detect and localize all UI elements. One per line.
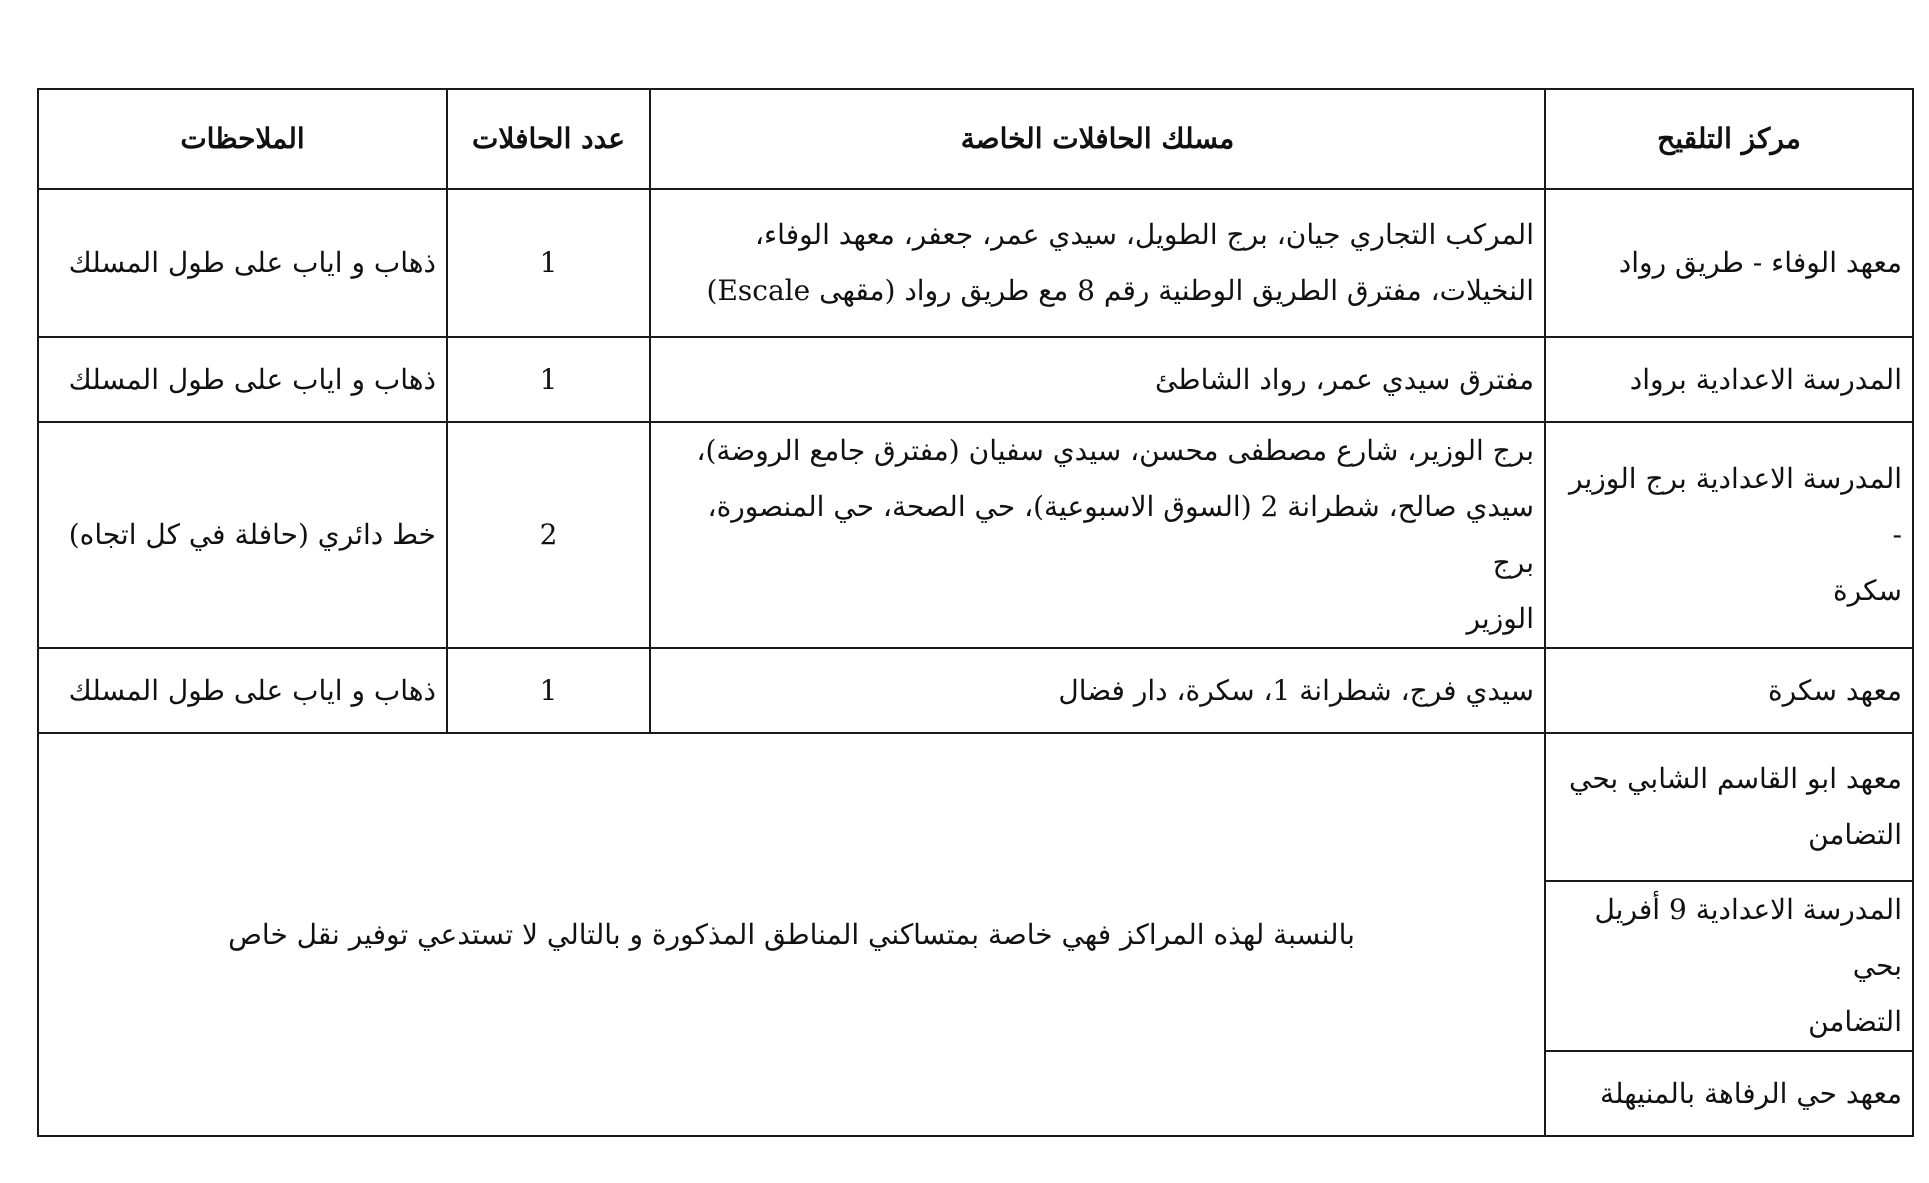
notes-cell: ذهاب و اياب على طول المسلك — [38, 337, 447, 422]
center-line: التضامن — [1808, 1005, 1902, 1038]
route-line: سيدي صالح، شطرانة 2 (السوق الاسبوعية)، حي الصحة، حي المنصورة، برج — [707, 490, 1534, 579]
vaccination-bus-routes-table — [37, 88, 1914, 1137]
route-line: الوزير — [1466, 602, 1534, 635]
vaccination-center-cell — [1545, 422, 1913, 648]
vaccination-center-cell: معهد الوفاء - طريق رواد — [1545, 189, 1913, 337]
route-line: برج الوزير، شارع مصطفى محسن، سيدي سفيان (مفترق جامع الروضة)، — [696, 434, 1534, 467]
table-row — [38, 648, 1913, 733]
merged-note-cell — [38, 733, 1545, 1136]
table-row — [38, 189, 1913, 337]
bus-count-cell: 2 — [447, 422, 650, 648]
bus-count-cell: 1 — [447, 337, 650, 422]
bus-route-cell — [650, 337, 1545, 422]
route-line: مفترق سيدي عمر، رواد الشاطئ — [1154, 362, 1534, 396]
notes-cell: ذهاب و اياب على طول المسلك — [38, 648, 447, 733]
center-line: المدرسة الاعدادية 9 أفريل بحي — [1594, 893, 1902, 982]
header-vaccination-center: مركز التلقيح — [1545, 89, 1913, 189]
route-line: المركب التجاري جيان، برج الطويل، سيدي عمر، جعفر، معهد الوفاء، — [754, 218, 1534, 251]
notes-cell: ذهاب و اياب على طول المسلك — [38, 189, 447, 337]
center-line: المدرسة الاعدادية برج الوزير - — [1569, 462, 1902, 551]
center-line: سكرة — [1832, 574, 1902, 607]
center-line: معهد حي الرفاهة بالمنيهلة — [1599, 1076, 1902, 1110]
vaccination-center-cell: معهد سكرة — [1545, 648, 1913, 733]
table-row — [38, 337, 1913, 422]
vaccination-center-cell — [1545, 1051, 1913, 1136]
bus-route-cell — [650, 422, 1545, 648]
header-row — [38, 89, 1913, 189]
center-line: معهد ابو القاسم الشابي بحي — [1568, 762, 1902, 795]
center-line: التضامن — [1808, 818, 1902, 851]
notes-cell: خط دائري (حافلة في كل اتجاه) — [38, 422, 447, 648]
vaccination-center-cell — [1545, 733, 1913, 881]
merged-note-text: بالنسبة لهذه المراكز فهي خاصة بمتساكني المناطق المذكورة و بالتالي لا تستدعي توفير نقل خاص — [228, 917, 1355, 951]
bus-route-cell — [650, 189, 1545, 337]
route-line: النخيلات، مفترق الطريق الوطنية رقم 8 مع طريق رواد (مقهى Escale) — [706, 274, 1534, 307]
table-row — [38, 733, 1913, 881]
vaccination-center-cell: المدرسة الاعدادية برواد — [1545, 337, 1913, 422]
route-line: سيدي فرج، شطرانة 1، سكرة، دار فضال — [1058, 673, 1534, 707]
header-bus-count: عدد الحافلات — [447, 89, 650, 189]
table-row — [38, 422, 1913, 648]
header-notes: الملاحظات — [38, 89, 447, 189]
bus-count-cell: 1 — [447, 189, 650, 337]
bus-count-cell: 1 — [447, 648, 650, 733]
bus-route-cell — [650, 648, 1545, 733]
vaccination-center-cell — [1545, 881, 1913, 1051]
header-bus-route: مسلك الحافلات الخاصة — [650, 89, 1545, 189]
